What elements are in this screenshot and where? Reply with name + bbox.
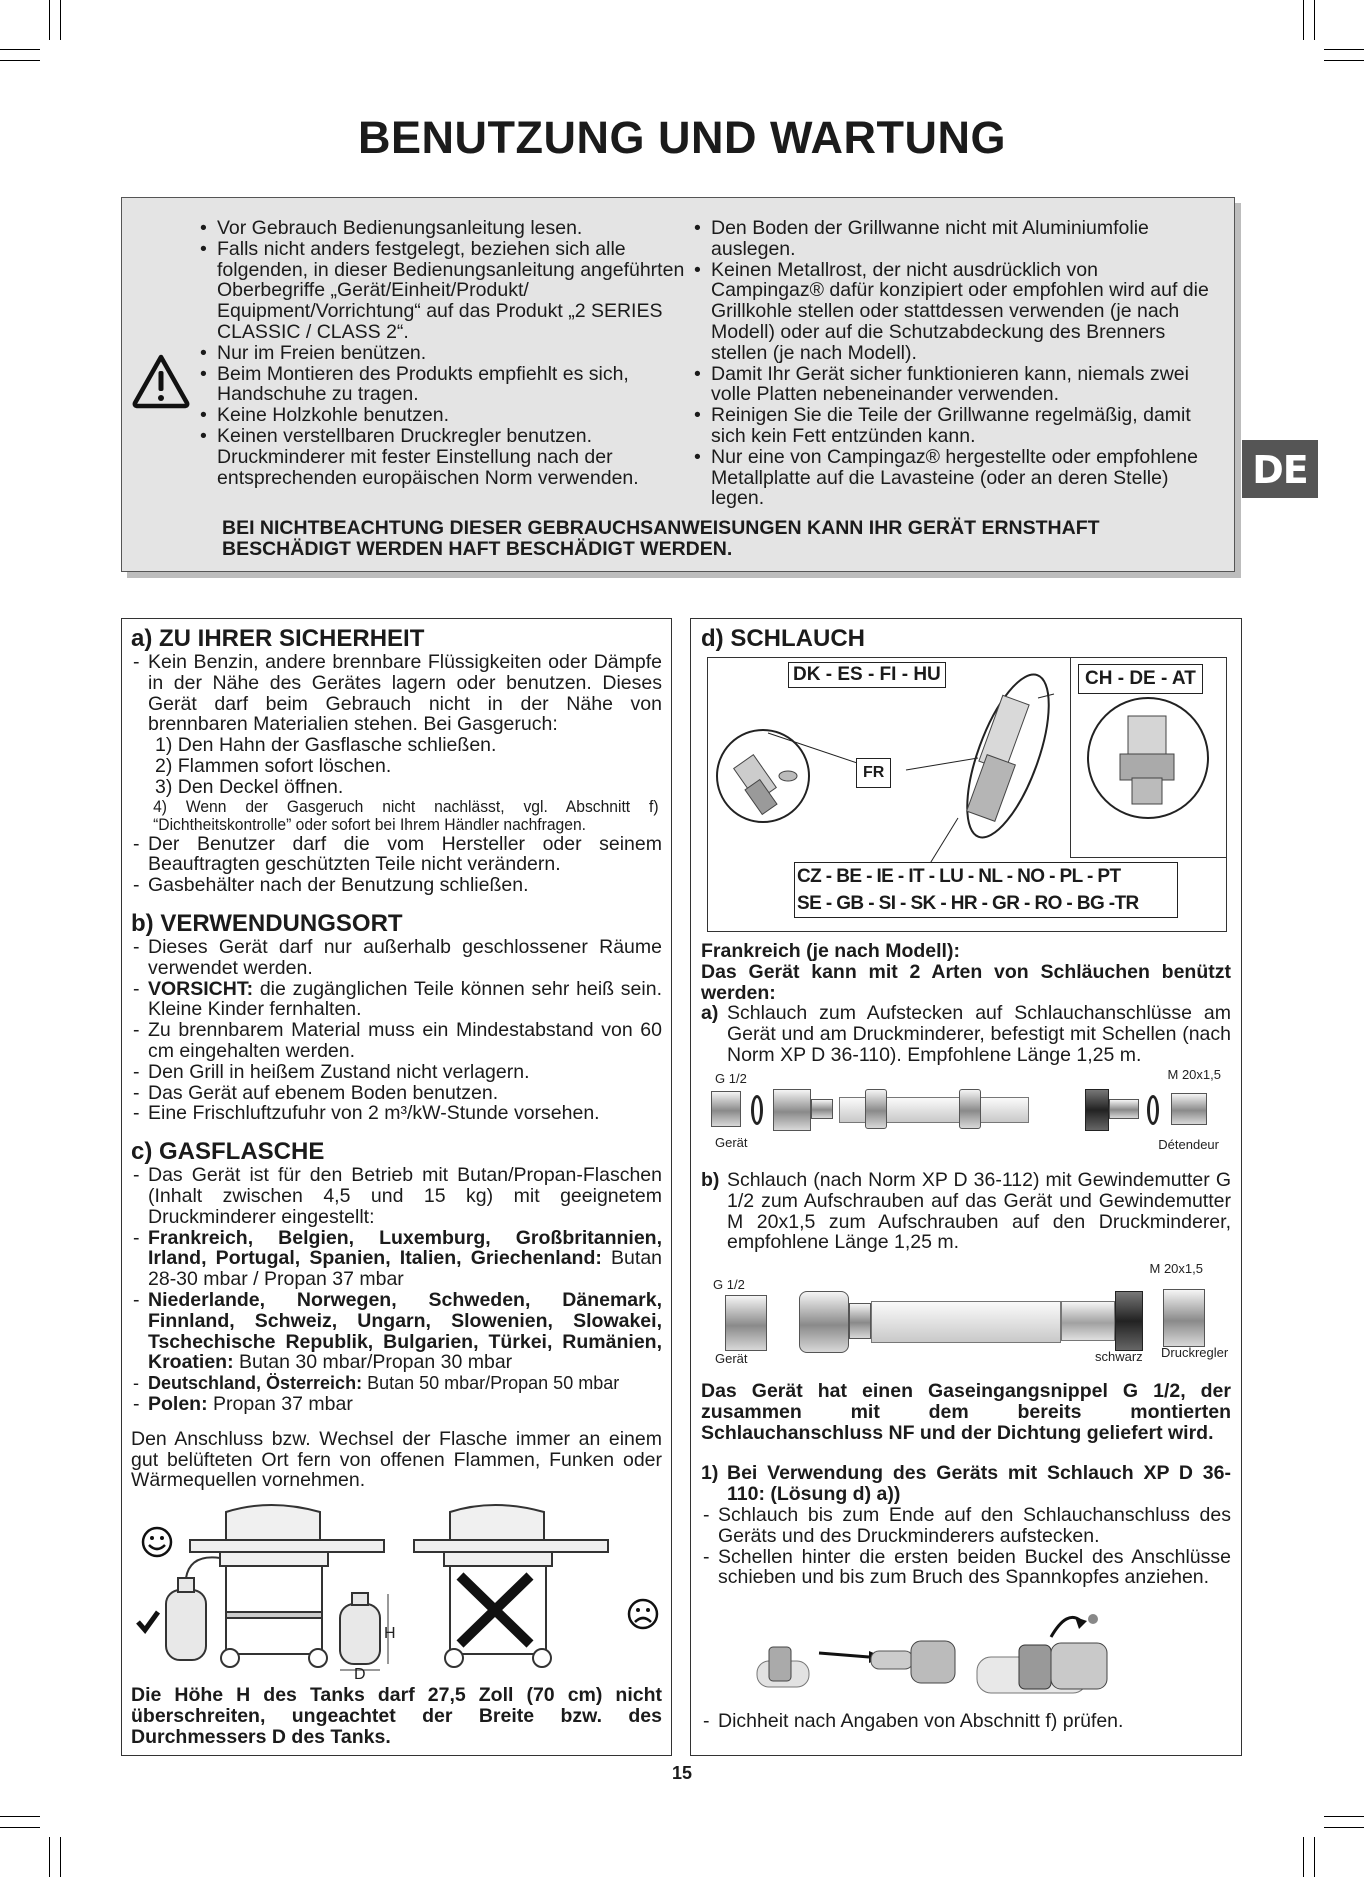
step: 2) Flammen sofort löschen.	[155, 754, 392, 777]
list-item: - Das Gerät auf ebenem Boden benutzen.	[131, 1083, 662, 1104]
section-heading-safety: a) ZU IHRER SICHERHEIT	[131, 625, 425, 652]
gas-tank-measured	[340, 1593, 380, 1664]
connector-part	[1085, 1089, 1109, 1131]
crop-mark	[60, 0, 61, 40]
list-item: - Schlauch bis zum Ende auf den Schlauchanschluss des Geräts und des Druckminderers aufstecken.	[701, 1505, 1231, 1547]
bold-label: Polen:	[148, 1392, 208, 1415]
list-item	[131, 979, 662, 1021]
crop-mark	[1324, 1816, 1364, 1817]
crop-mark	[0, 60, 40, 61]
text: Butan 28-30 mbar / Propan 37 mbar	[148, 1247, 663, 1291]
connector-part	[849, 1303, 871, 1339]
caption: G 1/2	[713, 1277, 745, 1292]
country-label: SE - GB - SI - SK - HR - GR - RO - BG -TR	[797, 893, 1139, 914]
connector-part	[1171, 1093, 1207, 1125]
warning-box	[121, 197, 1235, 572]
paragraph: - Gasbehälter nach der Benutzung schließen.	[131, 875, 662, 896]
grill-tank-illustration	[130, 1494, 665, 1679]
step: 4) Wenn der Gasgeruch nicht nachlässt, vgl. Abschnitt f) “Dichtheitskontrolle” oder sofort bei Ihrem Händler nachfragen.	[153, 796, 659, 834]
warning-triangle-icon	[131, 353, 191, 409]
crop-mark	[1324, 60, 1364, 61]
leak-check-note: - Dichheit nach Angaben von Abschnitt f) prüfen.	[701, 1711, 1231, 1732]
seal-ring	[751, 1095, 763, 1125]
bold-label: Deutschland, Österreich:	[148, 1373, 363, 1394]
hose-type-a	[701, 1003, 1231, 1065]
nipple-note: Das Gerät hat einen Gaseingangsnippel G 1/2, der zusammen mit dem bereits montierten Schlauchanschluss NF und der Dichtung geliefert wird.	[701, 1380, 1231, 1444]
connector-part	[773, 1089, 811, 1131]
list-item: - Zu brennbarem Material muss ein Mindestabstand von 60 cm eingehalten werden.	[131, 1020, 662, 1062]
country-label: CZ - BE - IE - IT - LU - NL - NO - PL - PT	[797, 866, 1121, 887]
crop-mark	[0, 1816, 40, 1817]
bold-label: VORSICHT:	[148, 977, 254, 1000]
country-label: FR	[856, 758, 891, 788]
caption: G 1/2	[715, 1071, 747, 1086]
caption: schwarz	[1095, 1349, 1143, 1364]
text: Butan 50 mbar/Propan 50 mbar	[362, 1373, 620, 1394]
crop-mark	[0, 49, 40, 50]
happy-face-icon	[143, 1528, 171, 1556]
connector-part	[725, 1295, 767, 1351]
solution-heading	[701, 1463, 1231, 1505]
page-number: 15	[671, 1763, 693, 1783]
warnings-left	[200, 218, 700, 488]
list-item	[131, 1373, 662, 1394]
warning-item: • Beim Montieren des Produkts empfiehlt es sich, Handschuhe zu tragen.	[200, 364, 700, 406]
paragraph: - Kein Benzin, andere brennbare Flüssigkeiten oder Dämpfe in der Nähe des Gerätes lagern oder benutzen. Dieses Gerät darf beim Gebrauch nicht in der Nähe von brennbaren Materialien stehen. Bei Gasgeruch:	[131, 652, 662, 735]
france-heading: Frankreich (je nach Modell):	[701, 940, 960, 962]
list-item	[131, 1394, 662, 1415]
warning-bold-notice: BEI NICHTBEACHTUNG DIESER GEBRAUCHSANWEISUNGEN KANN IHR GERÄT ERNSTHAFT BESCHÄDIGT WERDEN HAFT BESCHÄDIGT WERDEN.	[222, 517, 1100, 560]
connector-part	[711, 1091, 741, 1127]
item-label: a)	[701, 1002, 719, 1025]
grill-not-ok	[414, 1505, 608, 1667]
list-item: - Dieses Gerät darf nur außerhalb geschlossener Räume verwendet werden.	[131, 937, 662, 979]
caption: Gerät	[715, 1351, 748, 1366]
crop-mark	[1324, 1827, 1364, 1828]
text: Schlauch zum Aufstecken auf Schlauchanschlüsse am Gerät und am Druckminderer, befestigt mit Schellen (nach Norm XP D 36-110). Empfohlene Länge 1,25 m.	[727, 1002, 1231, 1066]
france-subheading: Das Gerät kann mit 2 Arten von Schläuchen benützt werden:	[701, 960, 1231, 1004]
connector-part	[1109, 1099, 1139, 1119]
language-tab: DE	[1242, 440, 1318, 498]
country-list-box	[794, 862, 1178, 918]
warning-item: • Keine Holzkohle benutzen.	[200, 405, 700, 426]
warning-item: • Nur im Freien benützen.	[200, 343, 700, 364]
paragraph: Den Anschluss bzw. Wechsel der Flasche immer an einem gut belüfteten Ort fern von offenen Flammen, Funken oder Wärmequellen vornehmen.	[131, 1427, 662, 1492]
check-mark-icon	[138, 1612, 158, 1630]
section-heading-gas-bottle: c) GASFLASCHE	[131, 1138, 325, 1166]
caption: Gerät	[715, 1135, 748, 1150]
hose-a-figure	[703, 1067, 1233, 1152]
warning-item: • Keinen verstellbaren Druckregler benutzen. Druckminderer mit fester Einstellung nach der entsprechenden europäischen Norm verwenden.	[200, 426, 700, 488]
text: Bei Verwendung des Geräts mit Schlauch XP D 36-110: (Lösung d) a))	[727, 1462, 1231, 1506]
warning-item: • Falls nicht anders festgelegt, beziehen sich alle folgenden, in dieser Bedienungsanleitung angeführten Oberbegriffe „Gerät/Einheit/Produkt/ Equipment/Vorrichtung“ auf das Produkt „2 SERIES CLASSIC / CLASS 2“.	[200, 239, 700, 343]
step: 1) Den Hahn der Gasflasche schließen.	[155, 734, 497, 757]
hose	[871, 1301, 1061, 1343]
crop-mark	[1303, 1837, 1304, 1877]
text: Butan 30 mbar/Propan 30 mbar	[233, 1351, 513, 1374]
caption: M 20x1,5	[1167, 1067, 1221, 1082]
connector-diagram	[707, 657, 1227, 932]
crop-mark	[1314, 1837, 1315, 1877]
text: die zugänglichen Teile können sehr heiß sein. Kleine Kinder fernhalten.	[148, 977, 662, 1021]
list-item: - Schellen hinter die ersten beiden Buckel des Anschlüsse schieben und bis zum Bruch des Spannkopfes anziehen.	[701, 1547, 1231, 1589]
right-panel	[690, 618, 1242, 1756]
list-item: - Eine Frischluftzufuhr von 2 m³/kW-Stunde vorsehen.	[131, 1103, 662, 1124]
crop-mark	[1324, 49, 1364, 50]
country-label: DK - ES - FI - HU	[788, 662, 946, 688]
crop-mark	[1314, 0, 1315, 40]
section-heading-location: b) VERWENDUNGSORT	[131, 909, 403, 937]
connector-part	[1061, 1301, 1115, 1341]
crop-mark	[49, 1837, 50, 1877]
tank-height-note: Die Höhe H des Tanks darf 27,5 Zoll (70 cm) nicht überschreiten, ungeachtet der Breite bzw. des Durchmessers D des Tanks.	[131, 1684, 662, 1748]
text: Schlauch (nach Norm XP D 36-112) mit Gewindemutter G 1/2 zum Aufschrauben auf das Gerät und Gewindemutter M 20x1,5 zum Aufschrauben auf den Druckminderer, empfohlene Länge 1,25 m.	[727, 1169, 1231, 1254]
crop-mark	[49, 0, 50, 40]
list-item	[131, 1228, 662, 1290]
gas-tank	[166, 1557, 220, 1660]
left-panel	[121, 618, 672, 1756]
warning-item: • Reinigen Sie die Teile der Grillwanne regelmäßig, damit sich kein Fett entzünden kann.	[694, 405, 1209, 447]
text: Propan 37 mbar	[207, 1392, 353, 1415]
crop-mark	[1303, 0, 1304, 40]
bold-label: Frankreich, Belgien, Luxemburg, Großbritannien, Irland, Portugal, Spanien, Italien, Griechenland:	[148, 1226, 662, 1270]
warning-item: • Damit Ihr Gerät sicher funktionieren kann, niemals zwei volle Platten nebeneinander verwenden.	[694, 364, 1209, 406]
crop-mark	[0, 1827, 40, 1828]
connector-part	[1163, 1289, 1205, 1347]
connector-part	[1115, 1291, 1143, 1351]
hose-type-b	[701, 1170, 1231, 1253]
label-h: H	[384, 1625, 396, 1642]
paragraph: - Der Benutzer darf die vom Hersteller oder seinem Beauftragten geschützten Teile nicht verändern.	[131, 834, 662, 876]
label-d: D	[354, 1666, 366, 1679]
warning-item: • Vor Gebrauch Bedienungsanleitung lesen.	[200, 218, 700, 239]
item-number: 1)	[701, 1462, 719, 1485]
warning-item: • Keinen Metallrost, der nicht ausdrücklich von Campingaz® dafür konzipiert oder empfohlen wird auf die Grillkohle stellen oder stattdessen verwenden (je nach Modell) oder auf die Schutzabdeckung des Brenners stellen (je nach Modell).	[694, 260, 1209, 364]
warning-item: • Den Boden der Grillwanne nicht mit Aluminiumfolie auslegen.	[694, 218, 1209, 260]
hose-clamp	[865, 1089, 887, 1129]
section-heading-hose: d) SCHLAUCH	[701, 625, 865, 652]
step: 3) Den Deckel öffnen.	[155, 775, 344, 798]
clamp-illustration	[751, 1613, 1171, 1703]
crop-mark	[60, 1837, 61, 1877]
seal-ring	[1147, 1095, 1159, 1125]
connector-part	[811, 1099, 833, 1119]
sad-face-icon	[629, 1600, 657, 1628]
item-label: b)	[701, 1169, 720, 1191]
hose-b-figure	[703, 1261, 1233, 1365]
list-item: - Das Gerät ist für den Betrieb mit Butan/Propan-Flaschen (Inhalt zwischen 4,5 und 15 kg) mit geeignetem Druckminderer eingestellt:	[131, 1165, 662, 1227]
cross-mark-icon	[460, 1576, 530, 1644]
warning-item: • Nur eine von Campingaz® hergestellte oder empfohlene Metallplatte auf die Lavasteine (oder an deren Stelle) legen.	[694, 447, 1209, 509]
caption: M 20x1,5	[1149, 1261, 1203, 1276]
country-label: CH - DE - AT	[1078, 664, 1203, 694]
list-item: - Den Grill in heißem Zustand nicht verlagern.	[131, 1062, 662, 1083]
warnings-right	[694, 218, 1209, 509]
connector-part	[799, 1291, 849, 1353]
hose-clamp	[959, 1089, 981, 1129]
caption: Détendeur	[1158, 1137, 1219, 1152]
list-item	[131, 1290, 662, 1373]
caption: Druckregler	[1161, 1345, 1229, 1360]
bold-label: Niederlande, Norwegen, Schweden, Dänemark, Finnland, Schweiz, Ungarn, Slowenien, Slowakei, Tschechische Republik, Bulgarien, Türkei, Rumänien, Kroatien:	[148, 1288, 662, 1374]
page-title: BENUTZUNG UND WARTUNG	[358, 112, 1006, 163]
